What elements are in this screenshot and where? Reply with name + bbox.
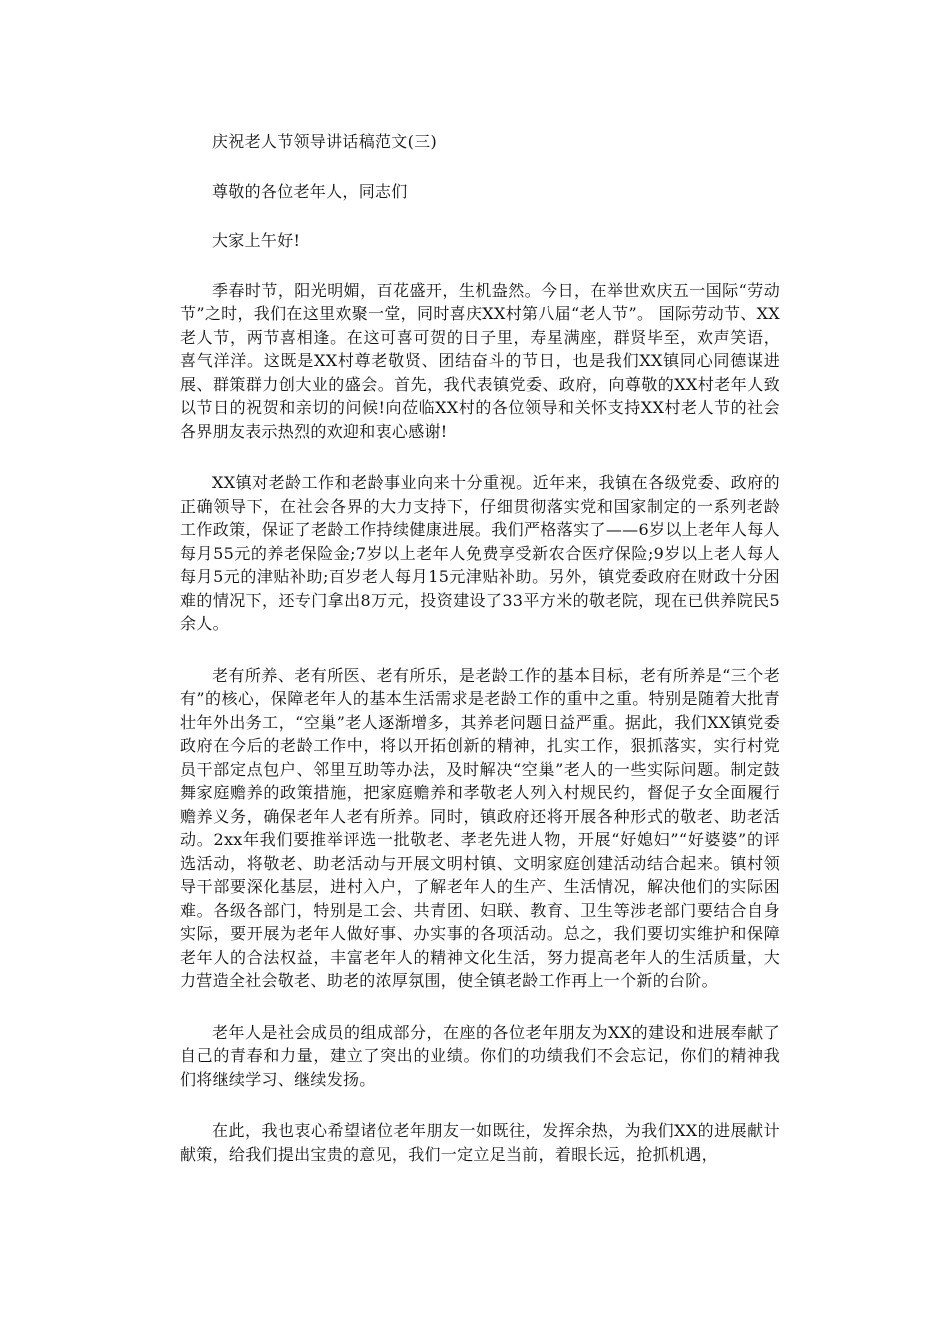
greeting: 大家上午好!: [212, 231, 301, 250]
paragraph-3: 老有所养、老有所医、老有所乐，是老龄工作的基本目标，老有所养是“三个老有”的核心，保障老年人的基本生活需求是老龄工作的重中之重。特别是随着大批青壮年外出务工，“空巢”老人逐渐增多，其养老问题日益严重。据此，我们XX镇党委政府在今后的老龄工作中，将以开拓创新的精神，扎实工作，狠抓落实，实行村党员干部定点包户、邻里互助等办法，及时解决“空巢”老人的一些实际问题。制定鼓舞家庭赡养的政策措施，把家庭赡养和孝敬老人列入村规民约，督促子女全面履行赡养义务，确保老年人老有所养。同时，镇政府还将开展各种形式的敬老、助老活动。2xx年我们要推举评选一批敬老、孝老先进人物，开展“好媳妇”“好婆婆”的评选活动，将敬老、助老活动与开展文明村镇、文明家庭创建活动结合起来。镇村领导干部要深化基层，进村入户，了解老年人的生产、生活情况，解决他们的实际困难。各级各部门，特别是工会、共青团、妇联、教育、卫生等涉老部门要结合自身实际，要开展为老年人做好事、办实事的各项活动。总之，我们要切实维护和保障老年人的合法权益，丰富老年人的精神文化生活，努力提高老年人的生活质量，大力营造全社会敬老、助老的浓厚氛围，使全镇老龄工作再上一个新的台阶。: [180, 665, 780, 990]
paragraph-2: XX镇对老龄工作和老龄事业向来十分重视。近年来，我镇在各级党委、政府的正确领导下，在社会各界的大力支持下，仔细贯彻落实党和国家制定的一系列老龄工作政策，保证了老龄工作持续健康进展。我们严格落实了——6岁以上老年人每人每月55元的养老保险金;7岁以上老年人免费享受新农合医疗保险;9岁以上老人每人每月5元的津贴补助;百岁老人每月15元津贴补助。另外，镇党委政府在财政十分困难的情况下，还专门拿出8万元，投资建设了33平方米的敬老院，现在已供养院民5余人。: [180, 473, 780, 633]
salutation: 尊敬的各位老年人，同志们: [212, 181, 408, 201]
paragraph-4: 老年人是社会成员的组成部分，在座的各位老年朋友为XX的建设和进展奉献了自己的青春和力量，建立了突出的业绩。你们的功绩我们不会忘记，你们的精神我们将继续学习、继续发扬。: [180, 1022, 780, 1089]
paragraph-5: 在此，我也衷心希望诸位老年朋友一如既往，发挥余热，为我们XX的进展献计献策，给我们提出宝贵的意见，我们一定立足当前，着眼长远，抢抓机遇，: [180, 1121, 780, 1164]
document-body: [180, 130, 780, 1194]
paragraph-1: 季春时节，阳光明媚，百花盛开，生机盎然。今日，在举世欢庆五一国际“劳动节”之时，我们在这里欢聚一堂，同时喜庆XX村第八届“老人节”。 国际劳动节、XX老人节，两节喜相逢。在这可喜可贺的日子里，寿星满座，群贤毕至，欢声笑语，喜气洋洋。这既是XX村尊老敬贤、团结奋斗的节日，也是我们XX镇同心同德谋进展、群策群力创大业的盛会。首先，我代表镇党委、政府，向尊敬的XX村老年人致以节日的祝贺和亲切的问候!向莅临XX村的各位领导和关怀支持XX村老人节的社会各界朋友表示热烈的欢迎和衷心感谢!: [180, 280, 780, 441]
document-title: 庆祝老人节领导讲话稿范文(三): [212, 132, 437, 151]
